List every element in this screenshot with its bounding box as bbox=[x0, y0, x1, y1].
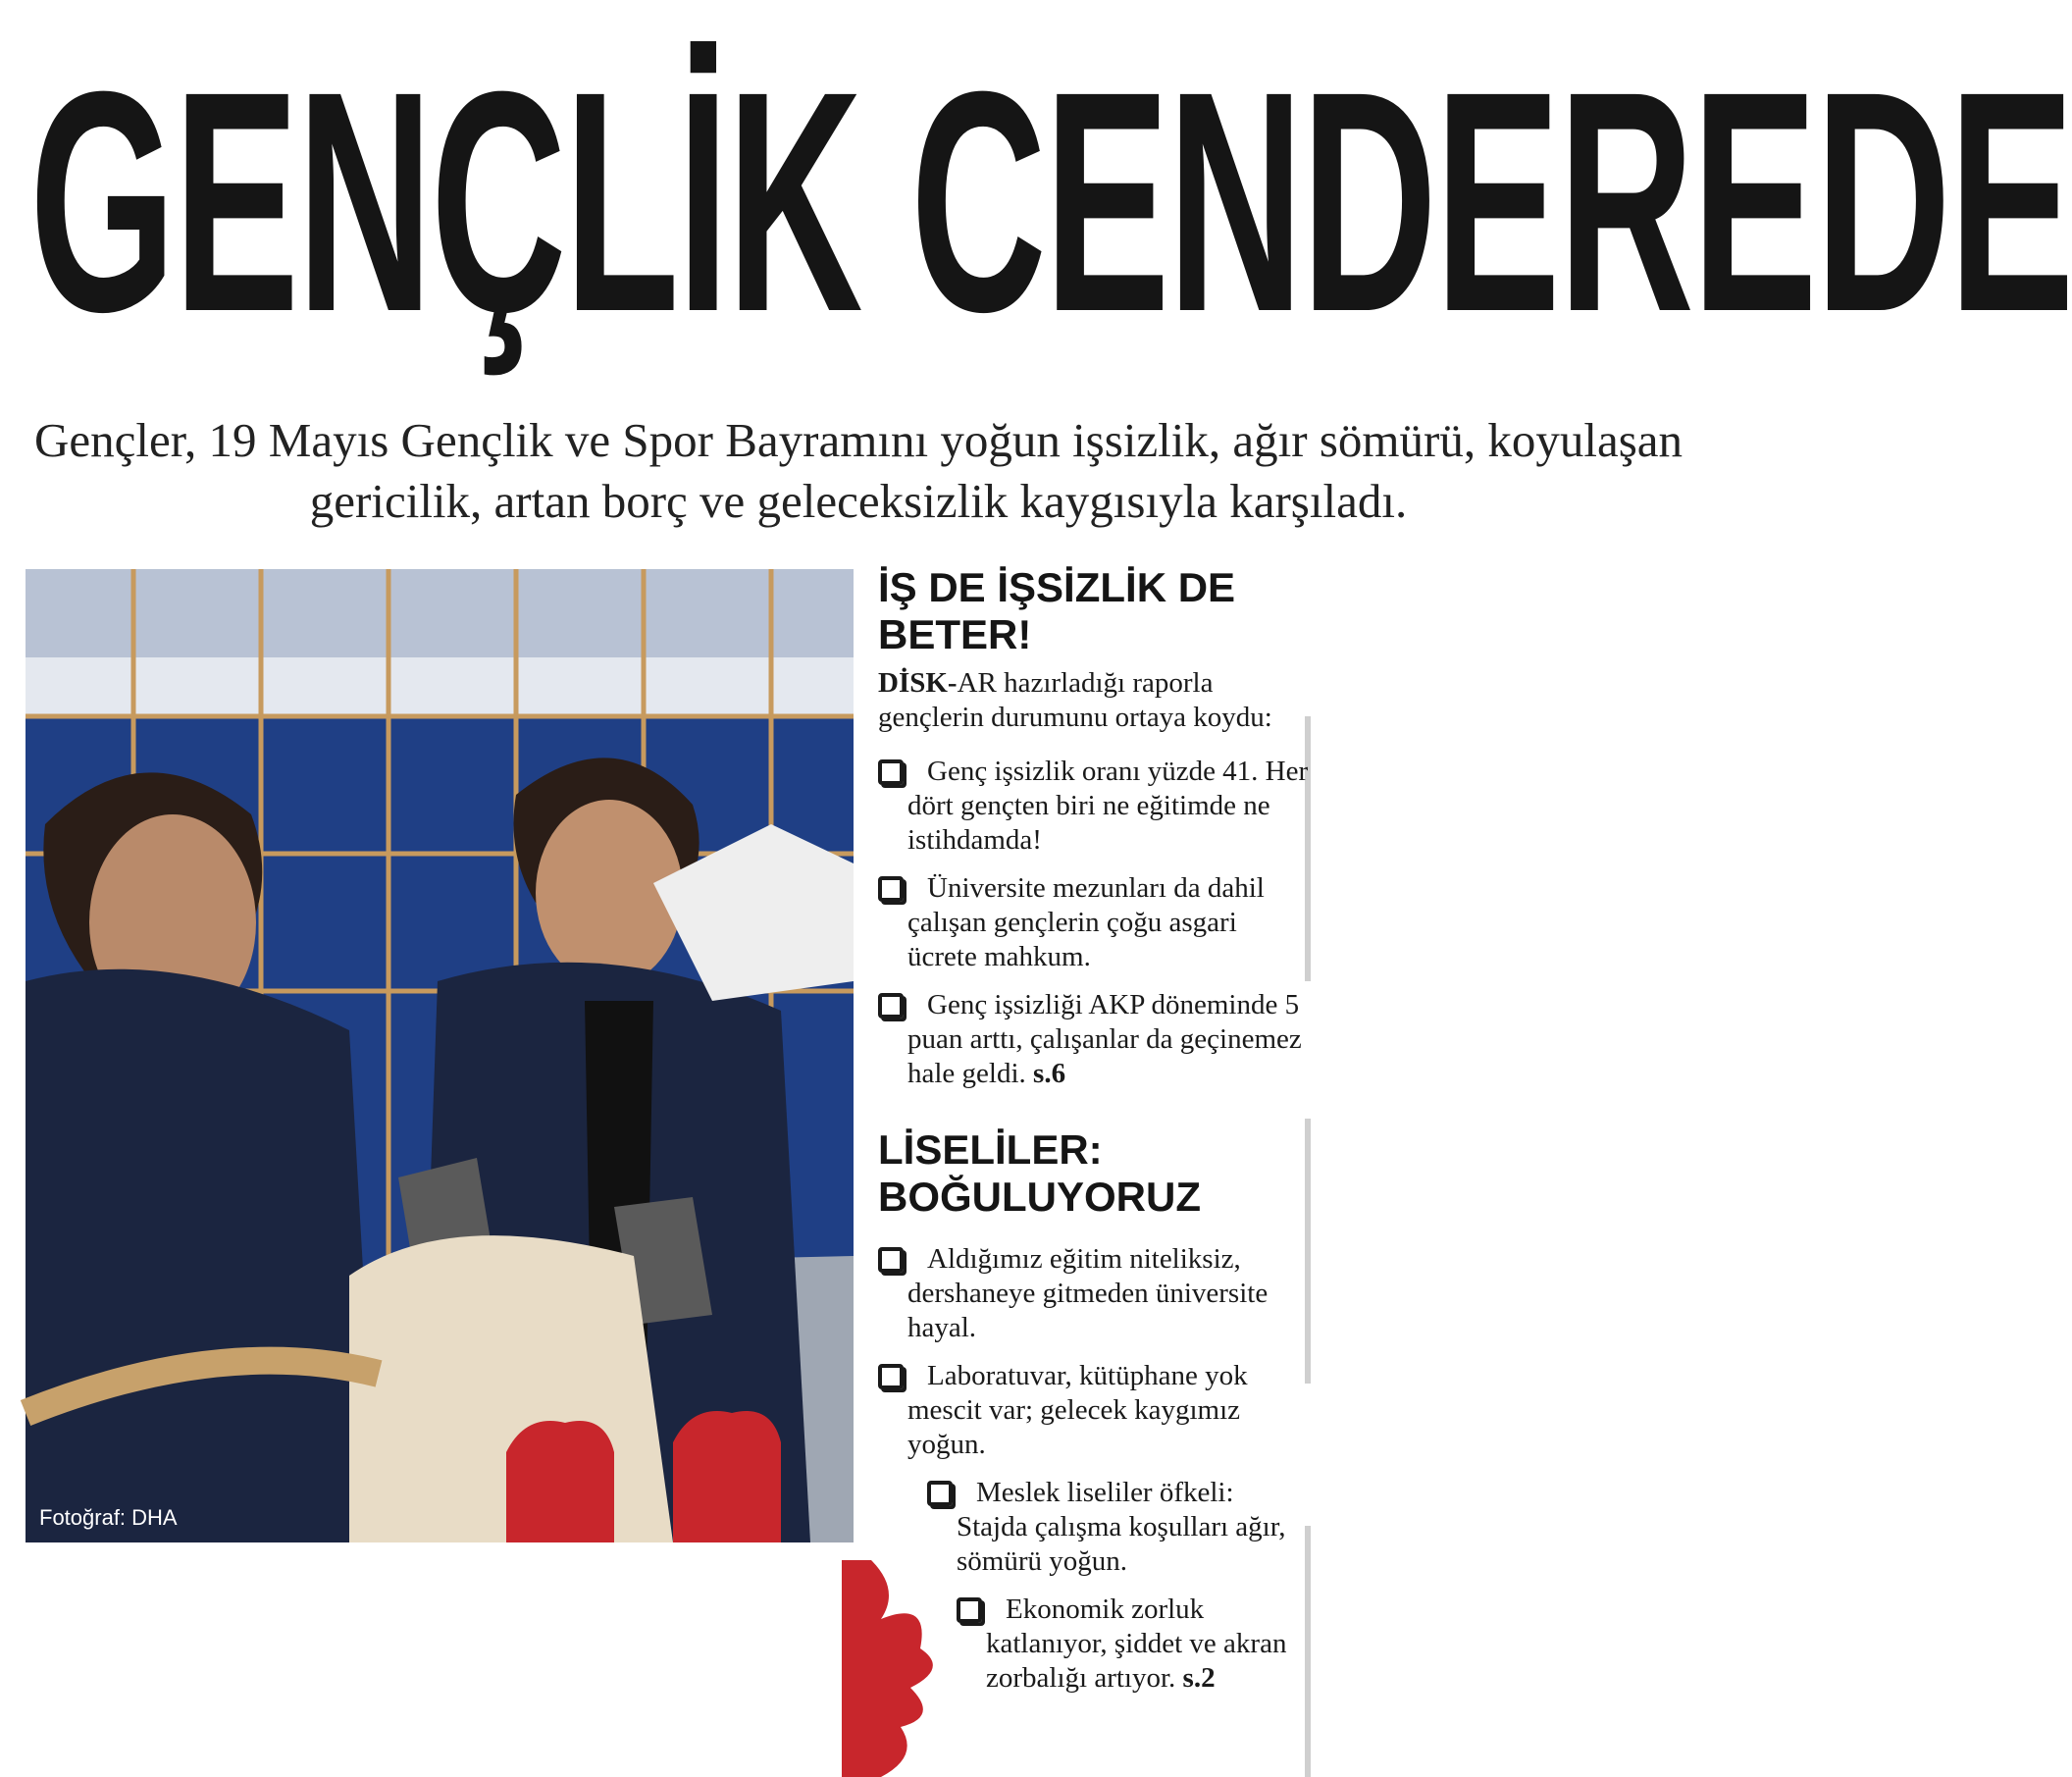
news-photo bbox=[26, 569, 854, 1542]
page-reference: s.2 bbox=[1182, 1662, 1216, 1694]
box-bullet-icon bbox=[957, 1597, 982, 1623]
box-bullet-icon bbox=[927, 1481, 953, 1506]
section-intro bbox=[878, 666, 1310, 735]
box-bullet-icon bbox=[878, 1364, 904, 1389]
bullet-item: Üniversite mezunları da dahil çalışan gençlerin çoğu asgari ücrete mahkum. bbox=[878, 871, 1310, 974]
bullet-item: Laboratuvar, kütüphane yok mescit var; gelecek kaygımız yoğun. bbox=[878, 1359, 1310, 1462]
headline: GENÇLİK CENDEREDE bbox=[29, 26, 2072, 377]
bullet-item: Genç işsizliği AKP döneminde 5 puan arttı, çalışanlar da geçinemez hale geldi. s.6 bbox=[878, 988, 1310, 1091]
deck-subheadline: Gençler, 19 Mayıs Gençlik ve Spor Bayramını yoğun işsizlik, ağır sömürü, koyulaşan gericilik, artan borç ve geleceksizlik kaygısıyla karşıladı. bbox=[33, 413, 1684, 528]
intro-text: AR hazırladığı raporla gençlerin durumunu ortaya koydu: bbox=[878, 667, 1272, 733]
page-reference: s.6 bbox=[1033, 1058, 1066, 1089]
box-bullet-icon bbox=[878, 876, 904, 902]
sidebar-column bbox=[878, 564, 1310, 1709]
photo-credit: Fotoğraf: DHA bbox=[39, 1505, 178, 1530]
section-title-highschool: LİSELİLER: BOĞULUYORUZ bbox=[878, 1126, 1201, 1220]
bullet-item: Aldığımız eğitim niteliksiz, dershaneye gitmeden üniversite hayal. bbox=[878, 1242, 1310, 1345]
intro-org: DİSK- bbox=[878, 667, 958, 699]
section-title-work: İŞ DE İŞSİZLİK DE BETER! bbox=[878, 564, 1236, 657]
photo-illustration bbox=[26, 569, 854, 1542]
bullet-item: Ekonomik zorluk katlanıyor, şiddet ve akran zorbalığı artıyor. s.2 bbox=[878, 1593, 1310, 1696]
box-bullet-icon bbox=[878, 759, 904, 785]
box-bullet-icon bbox=[878, 993, 904, 1019]
bullet-item: Meslek liseliler öfkeli: Stajda çalışma koşulları ağır, sömürü yoğun. bbox=[878, 1476, 1310, 1579]
box-bullet-icon bbox=[878, 1247, 904, 1273]
bullet-item: Genç işsizlik oranı yüzde 41. Her dört gençten biri ne eğitimde ne istihdamda! bbox=[878, 755, 1310, 858]
